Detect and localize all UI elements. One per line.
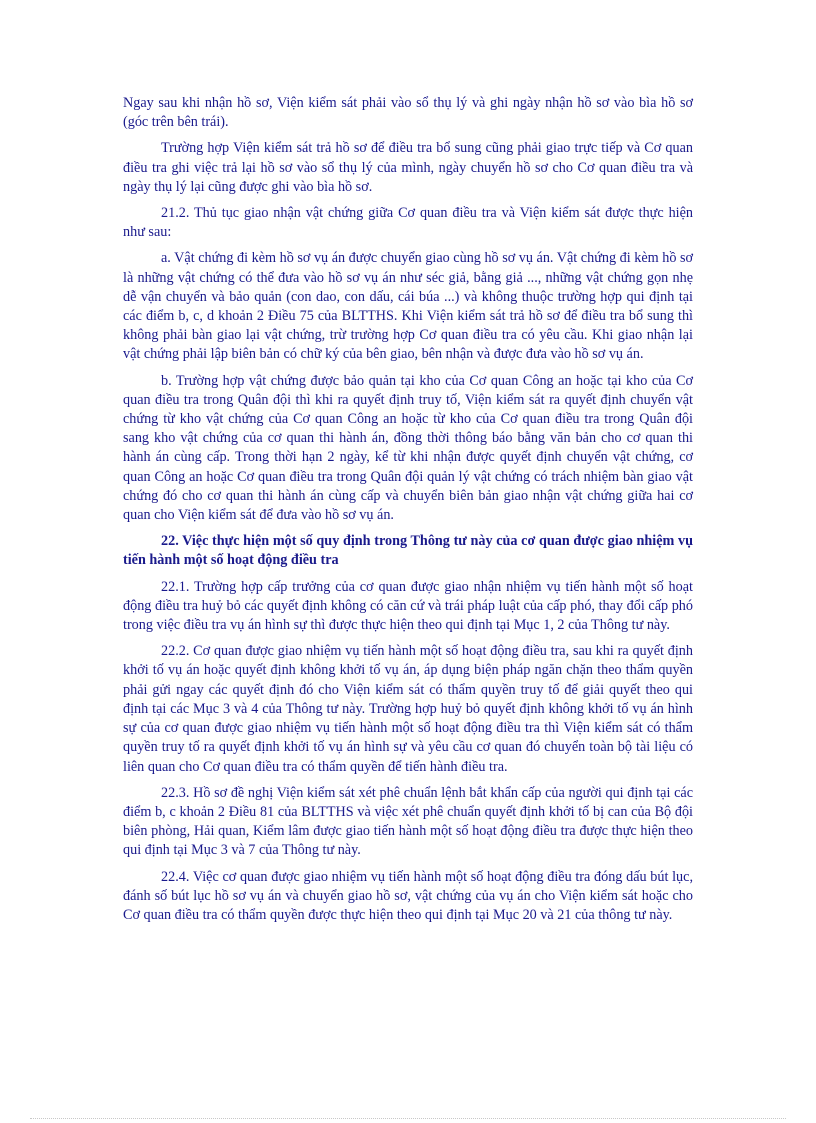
paragraph-section-22-2: 22.2. Cơ quan được giao nhiệm vụ tiến hành một số hoạt động điều tra, sau khi ra quyết định khởi tố vụ án hoặc quyết định không khởi tố vụ án, áp dụng biện pháp ngăn chặn theo thẩm quyền phải gửi ngay các quyết định đó cho Viện kiểm sát có thẩm quyền truy tố để giải quyết theo qui định tại các Mục 3 và 4 của Thông tư này. Trường hợp huỷ bỏ quyết định không khởi tố vụ án hình sự của cơ quan được giao nhiệm vụ tiến hành một số hoạt động điều tra thì Viện kiểm sát có thẩm quyền truy tố ra quyết định khởi tố vụ án hình sự và yêu cầu cơ quan đó chuyển toàn bộ tài liệu có liên quan cho Cơ quan điều tra có thẩm quyền để tiến hành điều tra.	[123, 643, 693, 775]
document-page	[123, 94, 693, 925]
paragraph-section-22-4: 22.4. Việc cơ quan được giao nhiệm vụ tiến hành một số hoạt động điều tra đóng dấu bút lục, đánh số bút lục hồ sơ vụ án và chuyển giao hồ sơ, vật chứng của vụ án cho Viện kiểm sát hoặc cho Cơ quan điều tra có thẩm quyền được thực hiện theo qui định tại Mục 20 và 21 của thông tư này.	[123, 868, 693, 923]
page-bottom-divider	[30, 1118, 786, 1119]
paragraph-section-21-2-b: b. Trường hợp vật chứng được bảo quản tại kho của Cơ quan Công an hoặc tại kho của Cơ quan điều tra trong Quân đội thì khi ra quyết định truy tố, Viện kiểm sát ra quyết định chuyển vật chứng từ kho vật chứng của Cơ quan Công an hoặc từ kho của Cơ quan điều tra trong Quân đội sang kho vật chứng của cơ quan thi hành án, đồng thời thông báo bằng văn bản cho cơ quan thi hành án cùng cấp. Trong thời hạn 2 ngày, kể từ khi nhận được quyết định chuyển vật chứng, cơ quan Công an hoặc Cơ quan điều tra trong Quân đội quản lý vật chứng có trách nhiệm bàn giao vật chứng đó cho cơ quan thi hành án cùng cấp và chuyển biên bản giao nhận vật chứng giữa hai cơ quan cho Viện kiểm sát để đưa vào hồ sơ vụ án.	[123, 372, 693, 524]
section-heading-22: 22. Việc thực hiện một số quy định trong Thông tư này của cơ quan được giao nhiệm vụ tiến hành một số hoạt động điều tra	[123, 533, 693, 569]
paragraph-return-for-supplementary-investigation: Trường hợp Viện kiểm sát trả hồ sơ để điều tra bổ sung cũng phải giao trực tiếp và Cơ quan điều tra ghi việc trả lại hồ sơ vào sổ thụ lý của mình, ngày chuyển hồ sơ cho Cơ quan điều tra và ngày thụ lý lại cũng được ghi vào bìa hồ sơ.	[123, 140, 693, 195]
paragraph-section-21-2: 21.2. Thủ tục giao nhận vật chứng giữa Cơ quan điều tra và Viện kiểm sát được thực hiện như sau:	[123, 205, 693, 241]
paragraph-receipt-registration: Ngay sau khi nhận hồ sơ, Viện kiểm sát phải vào sổ thụ lý và ghi ngày nhận hồ sơ vào bìa hồ sơ (góc trên bên trái).	[123, 95, 693, 131]
paragraph-section-22-1: 22.1. Trường hợp cấp trưởng của cơ quan được giao nhận nhiệm vụ tiến hành một số hoạt động điều tra huỷ bỏ các quyết định không có căn cứ và trái pháp luật của cấp phó, thay đổi cấp phó trong việc điều tra vụ án hình sự thì được thực hiện theo qui định tại Mục 1, 2 của Thông tư này.	[123, 578, 693, 634]
paragraph-section-22-3: 22.3. Hồ sơ đề nghị Viện kiểm sát xét phê chuẩn lệnh bắt khẩn cấp của người qui định tại các điểm b, c khoản 2 Điều 81 của BLTTHS và việc xét phê chuẩn quyết định khởi tố bị can của Bộ đội biên phòng, Hải quan, Kiểm lâm được giao tiến hành một số hoạt động điều tra được thực hiện theo qui định tại Mục 3 và 7 của Thông tư này.	[123, 784, 693, 859]
paragraph-section-21-2-a: a. Vật chứng đi kèm hồ sơ vụ án được chuyển giao cùng hồ sơ vụ án. Vật chứng đi kèm hồ sơ là những vật chứng có thể đưa vào hồ sơ vụ án như séc giả, bằng giả ..., những vật chứng gọn nhẹ dễ vận chuyển và bảo quản (con dao, con dấu, cái búa ...) và không thuộc trường hợp qui định tại các điểm b, c, d khoản 2 Điều 75 của BLTTHS. Khi Viện kiểm sát trả hồ sơ để điều tra bổ sung thì không phải bàn giao lại vật chứng, trừ trường hợp Cơ quan điều tra có yêu cầu. Khi giao nhận lại vật chứng phải lập biên bản có chữ ký của bên giao, bên nhận và được đưa vào hồ sơ vụ án.	[123, 250, 693, 363]
